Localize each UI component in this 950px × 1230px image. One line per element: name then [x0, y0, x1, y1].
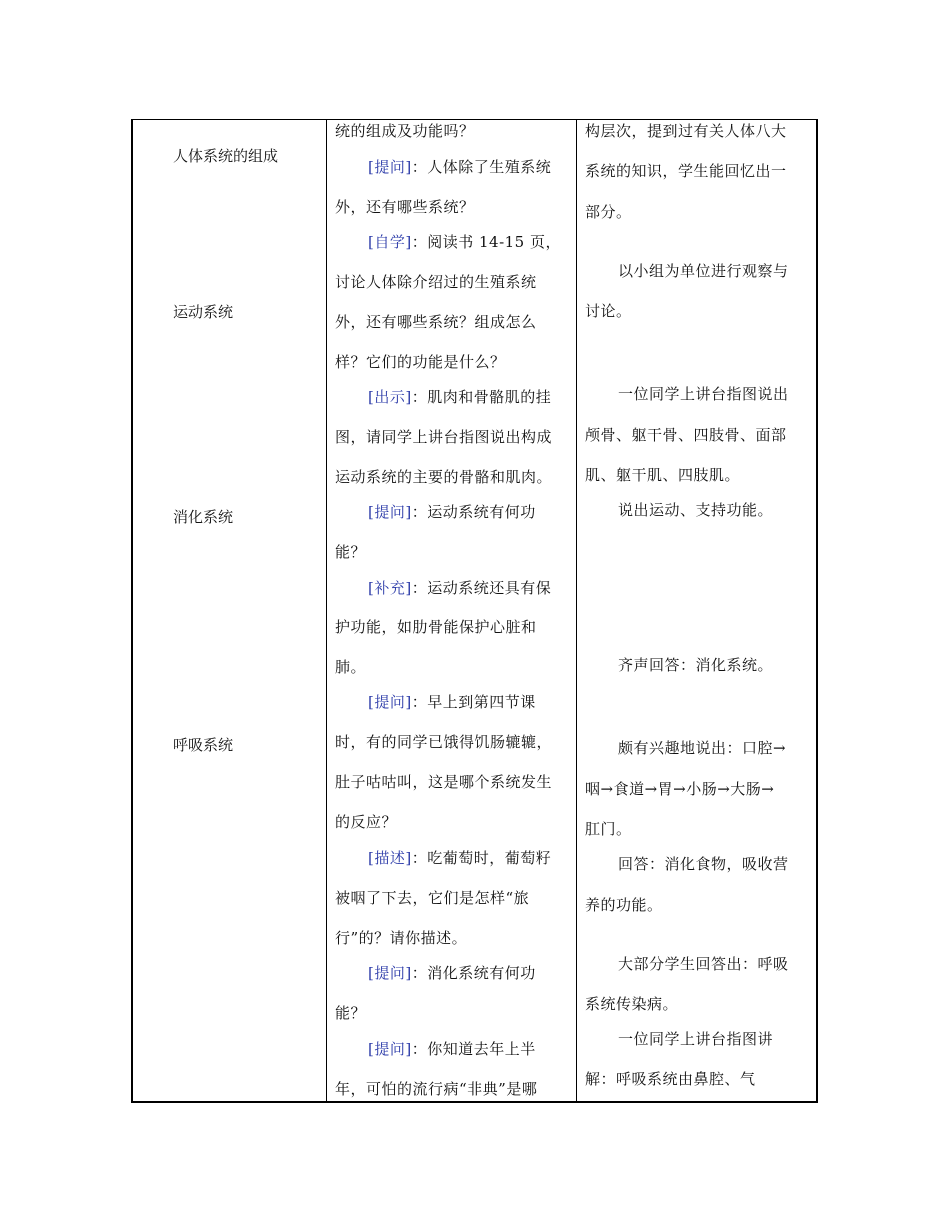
teacher-line-text: 统的组成及功能吗？ [335, 122, 475, 140]
student-line: 一位同学上讲台指图讲 [618, 1030, 774, 1048]
teacher-line [335, 467, 552, 487]
teacher-line [335, 1079, 537, 1099]
teacher-line [335, 732, 552, 752]
student-line: 构层次，提到过有关人体八大 [585, 122, 787, 140]
teacher-action-tag: [提问] [368, 158, 412, 176]
student-line: 齐声回答：消化系统。 [618, 656, 774, 674]
student-line: 系统传染病。 [585, 995, 679, 1013]
student-line: 系统的知识，学生能回忆出一 [585, 162, 787, 180]
teacher-line [335, 772, 552, 792]
teacher-line [335, 352, 506, 372]
teacher-line-text: 被咽了下去，它们是怎样“旅 [335, 889, 530, 907]
teacher-line-text: 肺。 [335, 658, 367, 676]
teacher-line [335, 1003, 366, 1023]
teacher-action-tag: [补充] [368, 579, 412, 597]
teacher-line-text: 外，还有哪些系统？组成怎么 [335, 313, 537, 331]
topic-digestive-system: 消化系统 [173, 508, 234, 526]
teacher-line-text: 护功能，如肋骨能保护心脏和 [335, 618, 537, 636]
teacher-line [335, 427, 552, 447]
teacher-line [368, 963, 536, 983]
teacher-line [335, 272, 537, 292]
teacher-line-text: ：吃葡萄时，葡萄籽 [411, 849, 552, 867]
student-line: 大部分学生回答出：呼吸 [618, 955, 789, 973]
teacher-line-text: 能？ [335, 543, 367, 561]
teacher-line-text: 行”的？请你描述。 [335, 929, 468, 947]
topic-body-system-composition: 人体系统的组成 [173, 147, 279, 165]
teacher-line [335, 312, 537, 332]
teacher-line-text: 样？它们的功能是什么？ [335, 353, 506, 371]
teacher-line-text: 时，有的同学已饿得饥肠辘辘， [335, 733, 553, 751]
student-line: 咽→食道→胃→小肠→大肠→ [585, 780, 775, 798]
student-line: 肛门。 [585, 820, 632, 838]
teacher-line-text: ：运动系统有何功 [411, 503, 536, 521]
student-line: 讨论。 [585, 302, 632, 320]
teacher-line [335, 542, 366, 562]
student-line: 颇有兴趣地说出：口腔→ [618, 739, 787, 757]
teacher-line-text: 图，请同学上讲台指图说出构成 [335, 428, 553, 446]
teacher-line [368, 578, 551, 598]
teacher-action-tag: [描述] [368, 849, 412, 867]
topic-respiratory-system: 呼吸系统 [173, 736, 234, 754]
teacher-line-text: ：运动系统还具有保 [411, 579, 552, 597]
student-line: 颅骨、躯干骨、四肢骨、面部 [585, 426, 787, 444]
teacher-line-text: 外，还有哪些系统？ [335, 198, 475, 216]
student-line: 解：呼吸系统由鼻腔、气 [585, 1070, 756, 1088]
student-line: 一位同学上讲台指图说出 [618, 385, 789, 403]
teacher-line [368, 1039, 536, 1059]
teacher-line-text: 能？ [335, 1004, 367, 1022]
teacher-line [335, 121, 475, 141]
student-line: 肌、躯干肌、四肢肌。 [585, 466, 741, 484]
teacher-line [368, 232, 561, 252]
teacher-line [368, 387, 551, 407]
teacher-line-text: 讨论人体除介绍过的生殖系统 [335, 273, 537, 291]
teacher-line [368, 157, 551, 177]
teacher-action-tag: [提问] [368, 693, 412, 711]
teacher-line [368, 502, 536, 522]
teacher-line-text: ：消化系统有何功 [411, 964, 536, 982]
teacher-action-tag: [自学] [368, 233, 412, 251]
teacher-action-tag: [提问] [368, 964, 412, 982]
student-line: 以小组为单位进行观察与 [618, 262, 789, 280]
teacher-line-text: ：你知道去年上半 [411, 1040, 536, 1058]
teacher-line-text: 运动系统的主要的骨骼和肌肉。 [335, 468, 553, 486]
teacher-action-tag: [出示] [368, 388, 412, 406]
teacher-line [368, 848, 551, 868]
teacher-action-tag: [提问] [368, 503, 412, 521]
teacher-line [335, 657, 366, 677]
teacher-line-text: ：早上到第四节课 [411, 693, 536, 711]
teacher-line [335, 197, 475, 217]
column-divider-2 [576, 120, 577, 1101]
topic-motor-system: 运动系统 [173, 303, 234, 321]
teacher-line-text: 肚子咕咕叫，这是哪个系统发生 [335, 773, 553, 791]
teacher-line-text: 年，可怕的流行病“非典”是哪 [335, 1080, 538, 1098]
teacher-action-tag: [提问] [368, 1040, 412, 1058]
teacher-line-text: ：人体除了生殖系统 [411, 158, 552, 176]
teacher-line-text: ：阅读书 14-15 页， [411, 233, 561, 251]
teacher-line [335, 928, 467, 948]
teacher-line [335, 812, 397, 832]
teacher-line [335, 617, 537, 637]
student-line: 养的功能。 [585, 896, 663, 914]
student-line: 部分。 [585, 203, 632, 221]
teacher-line [335, 888, 529, 908]
column-divider-1 [326, 120, 327, 1101]
student-line: 说出运动、支持功能。 [618, 501, 774, 519]
teacher-line-text: 的反应？ [335, 813, 398, 831]
teacher-line [368, 692, 536, 712]
teacher-line-text: ：肌肉和骨骼肌的挂 [411, 388, 552, 406]
student-line: 回答：消化食物，吸收营 [618, 855, 789, 873]
